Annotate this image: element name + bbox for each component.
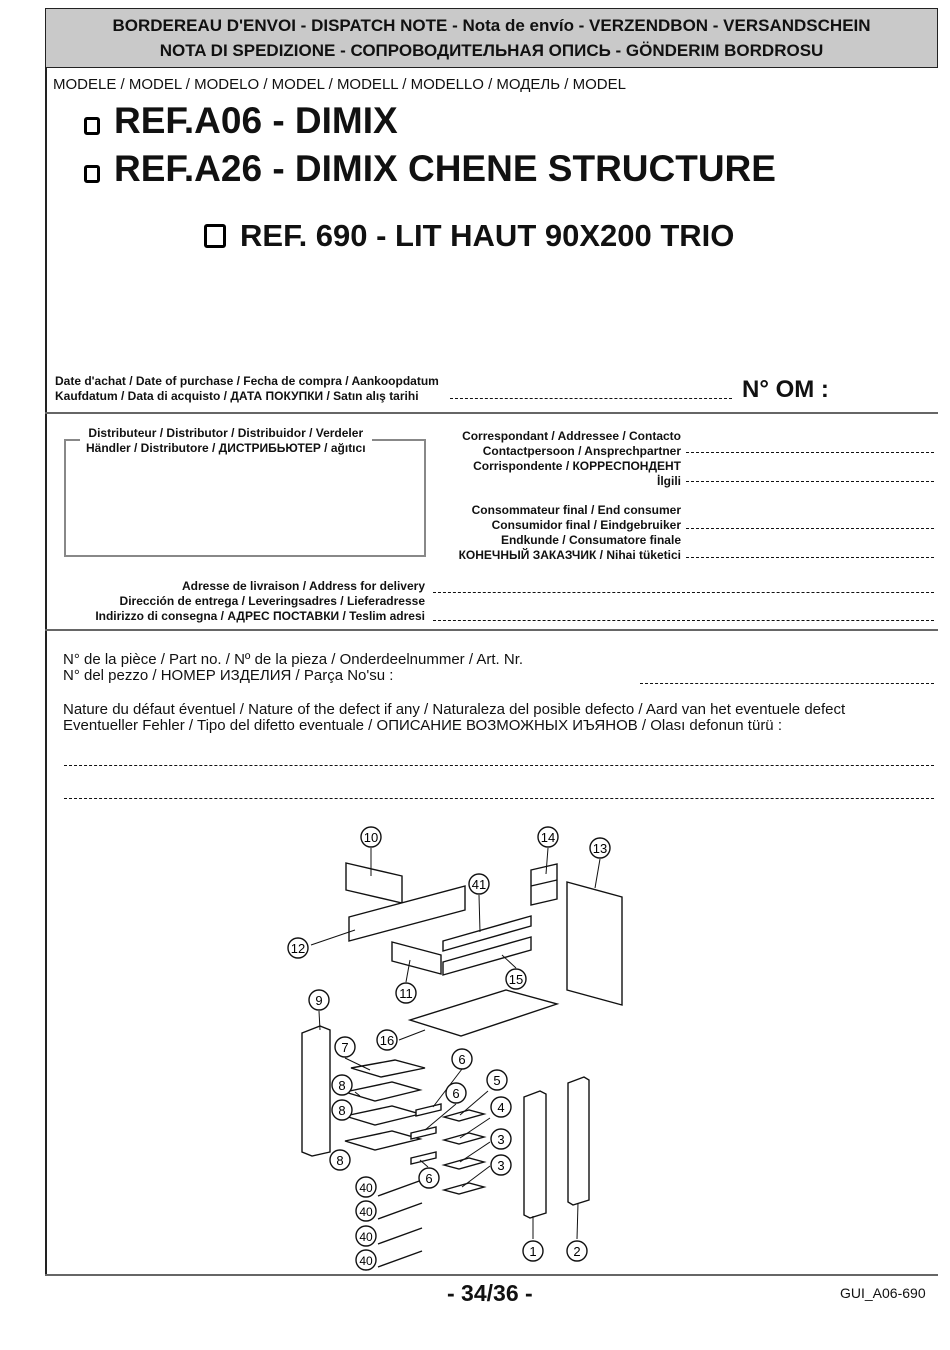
- correspondent-4: İlgili: [657, 474, 681, 488]
- svg-text:41: 41: [471, 877, 487, 892]
- callout-8b: [332, 1100, 352, 1120]
- header-line-1: BORDEREAU D'ENVOI - DISPATCH NOTE - Nota de envío - VERZENDBON - VERSANDSCHEIN: [112, 16, 871, 35]
- svg-text:6: 6: [452, 1086, 460, 1101]
- svg-text:6: 6: [425, 1171, 433, 1186]
- callout-15: [506, 969, 526, 989]
- correspondent-3: Corrispondente / КОРРЕСПОНДЕНТ: [473, 459, 681, 473]
- callout-40a: [356, 1177, 376, 1197]
- part-8b-shape: [345, 1106, 420, 1125]
- svg-text:16: 16: [379, 1033, 395, 1048]
- part-label-2: N° del pezzo / НОМЕР ИЗДЕЛИЯ / Parça No'su :: [63, 667, 394, 684]
- callout-13: [590, 838, 610, 858]
- header-line-2: NOTA DI SPEDIZIONE - СОПРОВОДИТЕЛЬНАЯ ОПИСЬ - GÖNDERIM BORDROSU: [159, 41, 824, 60]
- svg-text:3: 3: [497, 1158, 505, 1173]
- callout-40b: [356, 1201, 376, 1221]
- svg-text:10: 10: [363, 830, 379, 845]
- part-2-shape: [568, 1077, 589, 1205]
- callout-3a: [491, 1129, 511, 1149]
- svg-text:40: 40: [359, 1254, 373, 1268]
- consumer-1: Consommateur final / End consumer: [471, 503, 681, 517]
- svg-text:12: 12: [290, 941, 306, 956]
- consumer-3: Endkunde / Consumatore finale: [500, 533, 681, 547]
- correspondent-1: Correspondant / Addressee / Contacto: [462, 429, 681, 443]
- correspondent-2: Contactpersoon / Ansprechpartner: [482, 444, 681, 458]
- ref-1-text: REF.A06 - DIMIX: [114, 100, 398, 141]
- consumer-4: КОНЕЧНЫЙ ЗАКАЗЧИК / Nihai tüketici: [458, 548, 681, 562]
- part-13-shape: [567, 882, 622, 1005]
- document-code: GUI_A06-690: [840, 1285, 926, 1301]
- part-8c-shape: [345, 1131, 420, 1150]
- part-1-shape: [524, 1091, 546, 1218]
- svg-text:40: 40: [359, 1181, 373, 1195]
- callout-5: [487, 1070, 507, 1090]
- purchase-label-1: Date d'achat / Date of purchase / Fecha de compra / Aankoopdatum: [55, 374, 439, 388]
- callout-7: [335, 1037, 355, 1057]
- callout-10: [361, 827, 381, 847]
- ref-2-text: REF.A26 - DIMIX CHENE STRUCTURE: [114, 148, 776, 189]
- part-16-shape: [410, 990, 557, 1036]
- divider-3: [45, 1274, 938, 1276]
- svg-text:40: 40: [359, 1230, 373, 1244]
- part-7-shape: [351, 1060, 425, 1077]
- svg-text:7: 7: [341, 1040, 349, 1055]
- svg-text:8: 8: [336, 1153, 344, 1168]
- callout-1: [523, 1241, 543, 1261]
- distributor-label-2: Händler / Distributore / ДИСТРИБЬЮТЕР / ağıtıcı: [86, 441, 366, 455]
- callout-41: [469, 874, 489, 894]
- defect-label-1: Nature du défaut éventuel / Nature of the defect if any / Naturaleza del posible defecto / Aard van het eventuele defect: [63, 701, 846, 718]
- part-8a-shape: [345, 1082, 420, 1101]
- callout-16: [377, 1030, 397, 1050]
- model-label: MODELE / MODEL / MODELO / MODEL / MODELL / MODELLO / МОДЕЛЬ / MODEL: [53, 76, 626, 93]
- distributor-label-1: Distributeur / Distributor / Distribuidor / Verdeler: [88, 426, 364, 440]
- callout-8c: [330, 1150, 350, 1170]
- part-10-shape: [346, 863, 402, 903]
- callout-4: [491, 1097, 511, 1117]
- callout-11: [396, 983, 416, 1003]
- svg-text:4: 4: [497, 1100, 505, 1115]
- svg-text:3: 3: [497, 1132, 505, 1147]
- svg-text:1: 1: [529, 1244, 537, 1259]
- callout-8a: [332, 1075, 352, 1095]
- delivery-2: Dirección de entrega / Leveringsadres / Lieferadresse: [119, 594, 425, 608]
- callout-9: [309, 990, 329, 1010]
- callout-6a: [452, 1049, 472, 1069]
- svg-text:5: 5: [493, 1073, 501, 1088]
- callout-3b: [491, 1155, 511, 1175]
- purchase-label-2: Kaufdatum / Data di acquisto / ДАТА ПОКУПКИ / Satın alış tarihi: [55, 389, 419, 403]
- delivery-1: Adresse de livraison / Address for delivery: [182, 579, 425, 593]
- svg-text:9: 9: [315, 993, 323, 1008]
- callout-40d: [356, 1250, 376, 1270]
- svg-text:14: 14: [540, 830, 556, 845]
- defect-label-2: Eventueller Fehler / Tipo del difetto eventuale / ОПИСАНИЕ ВОЗМОЖНЫХ ИЪЯНОВ / Olası defonun türü :: [63, 717, 782, 734]
- svg-text:40: 40: [359, 1205, 373, 1219]
- svg-text:13: 13: [592, 841, 608, 856]
- svg-text:11: 11: [399, 986, 413, 1001]
- svg-text:6: 6: [458, 1052, 466, 1067]
- consumer-2: Consumidor final / Eindgebruiker: [491, 518, 681, 532]
- page-number: - 34/36 -: [447, 1280, 533, 1306]
- callout-6c: [419, 1168, 439, 1188]
- part-9-shape: [302, 1026, 330, 1156]
- callout-2: [567, 1241, 587, 1261]
- svg-text:8: 8: [338, 1103, 346, 1118]
- callout-14: [538, 827, 558, 847]
- part-label-1: N° de la pièce / Part no. / Nº de la pieza / Onderdeelnummer / Art. Nr.: [63, 651, 524, 668]
- callout-6b: [446, 1083, 466, 1103]
- svg-text:2: 2: [573, 1244, 581, 1259]
- part-11-shape: [392, 942, 441, 974]
- svg-text:8: 8: [338, 1078, 346, 1093]
- callout-40c: [356, 1226, 376, 1246]
- svg-text:15: 15: [508, 972, 524, 987]
- callout-12: [288, 938, 308, 958]
- ref-3-text: REF. 690 - LIT HAUT 90X200 TRIO: [240, 218, 735, 253]
- om-label: N° OM :: [742, 376, 829, 403]
- delivery-3: Indirizzo di consegna / АДРЕС ПОСТАВКИ / Teslim adresi: [95, 609, 425, 623]
